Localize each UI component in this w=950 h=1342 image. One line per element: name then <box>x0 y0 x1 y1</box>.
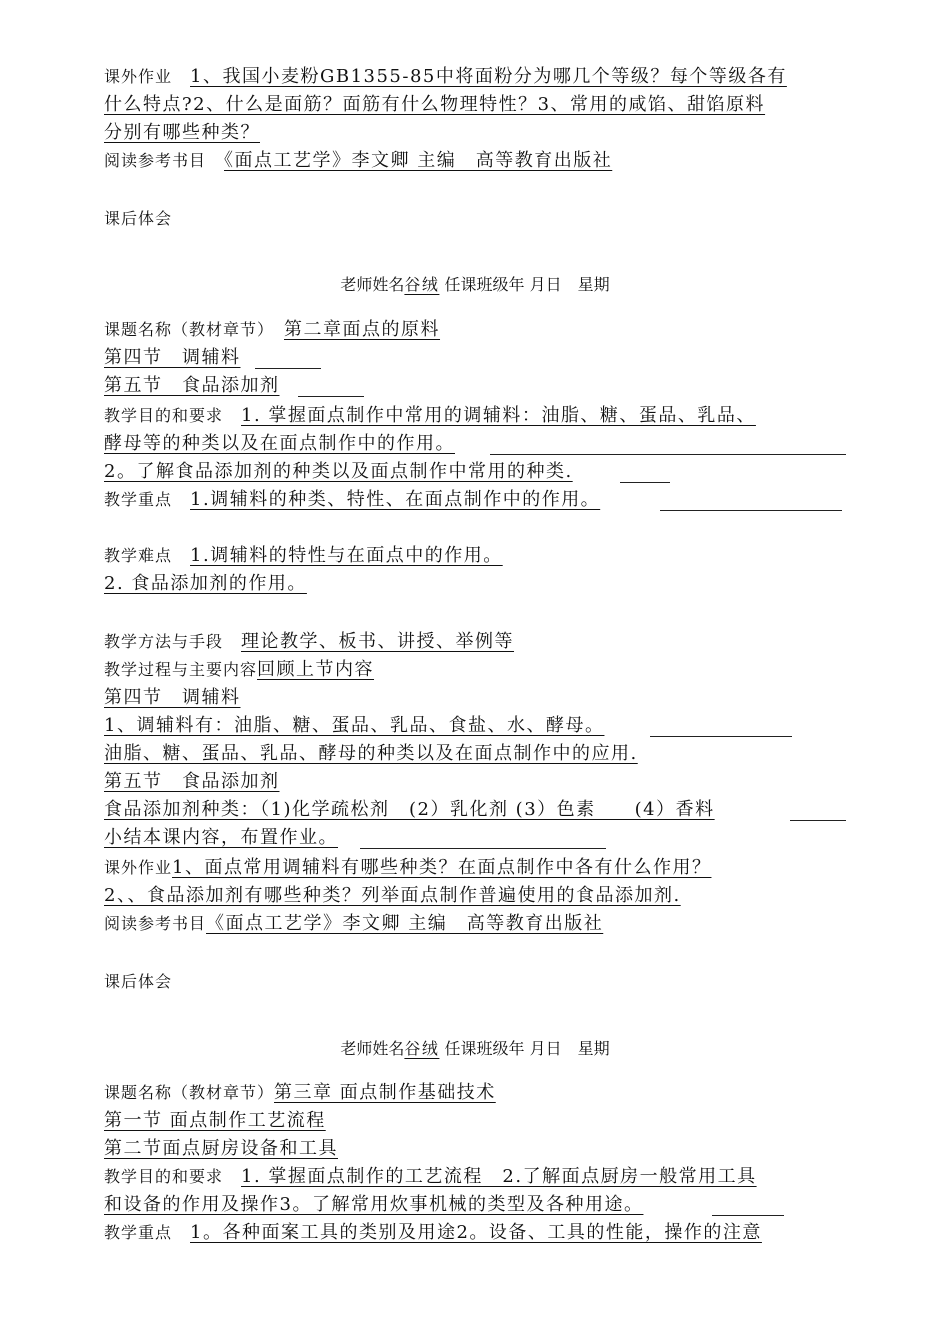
underline-fill <box>490 454 846 455</box>
section-title: 第二节面点厨房设备和工具 <box>104 1138 338 1159</box>
s2-goal-line3 <box>104 461 573 483</box>
difficulty-text: 1.调辅料的特性与在面点中的作用。 <box>190 545 503 566</box>
reflection-label: 课后体会 <box>104 972 173 991</box>
s3-goal-line2 <box>104 1194 643 1216</box>
key-label: 教学重点 <box>104 490 173 509</box>
s2-process-line1 <box>104 715 604 737</box>
goal-label: 教学目的和要求 <box>104 406 224 425</box>
reference-text: 《面点工艺学》李文卿 主编 高等教育出版社 <box>224 150 613 171</box>
s2-process-line2 <box>104 743 638 765</box>
s2-process <box>104 659 374 681</box>
key-text: 1。各种面案工具的类别及用途2。设备、工具的性能，操作的注意 <box>190 1222 762 1243</box>
underline-fill <box>650 736 792 737</box>
s3-topic <box>104 1082 496 1104</box>
reference-label: 阅读参考书目 <box>104 914 207 933</box>
underline-fill <box>255 368 321 369</box>
key-text: 1.调辅料的种类、特性、在面点制作中的作用。 <box>190 489 601 510</box>
homework-text: 分别有哪些种类？ <box>104 122 260 143</box>
s2-key <box>104 489 600 511</box>
reflection-label: 课后体会 <box>104 209 173 228</box>
s1-reflection <box>104 208 172 230</box>
s3-goal <box>104 1166 757 1188</box>
s1-homework-line3 <box>104 122 260 144</box>
s3-section2 <box>104 1138 338 1160</box>
difficulty-text: 2. 食品添加剂的作用。 <box>104 573 307 594</box>
homework-label: 课外作业 <box>104 67 173 86</box>
s2-difficulty-line2 <box>104 573 307 595</box>
s2-goal-line2 <box>104 433 455 455</box>
process-text: 油脂、糖、蛋品、乳品、酵母的种类以及在面点制作中的应用. <box>104 743 638 764</box>
teacher-name: 谷绒 <box>404 1039 440 1058</box>
homework-text: 1、我国小麦粉GB1355-85中将面粉分为哪几个等级？每个等级各有 <box>190 66 787 87</box>
process-text: 回顾上节内容 <box>257 659 375 680</box>
goal-text: 1. 掌握面点制作的工艺流程 2.了解面点厨房一般常用工具 <box>241 1166 757 1187</box>
s1-reference <box>104 150 612 172</box>
teacher-name: 谷绒 <box>404 275 440 294</box>
key-label: 教学重点 <box>104 1223 173 1242</box>
reference-label: 阅读参考书目 <box>104 151 207 170</box>
method-text: 理论教学、板书、讲授、举例等 <box>241 631 515 652</box>
s2-reference <box>104 913 603 935</box>
underline-fill <box>790 820 846 821</box>
topic-label: 课题名称（教材章节） <box>104 320 267 339</box>
topic-label: 课题名称（教材章节） <box>104 1083 275 1102</box>
process-text: 小结本课内容，布置作业。 <box>104 827 338 848</box>
s2-method <box>104 631 514 653</box>
class-info: 任课班级年 月日 星期 <box>444 275 610 294</box>
s3-section1 <box>104 1110 326 1132</box>
s3-key <box>104 1222 762 1244</box>
s2-process-line4 <box>104 827 338 849</box>
underline-fill <box>620 482 670 483</box>
reference-text: 《面点工艺学》李文卿 主编 高等教育出版社 <box>206 913 604 934</box>
section-title: 第五节 食品添加剂 <box>104 375 280 396</box>
difficulty-label: 教学难点 <box>104 546 173 565</box>
s2-difficulty <box>104 545 503 567</box>
s2-process-sec4 <box>104 687 241 709</box>
homework-label: 课外作业 <box>104 858 173 877</box>
process-text: 1、调辅料有：油脂、糖、蛋品、乳品、食盐、水、酵母。 <box>104 715 605 736</box>
goal-text: 2。了解食品添加剂的种类以及面点制作中常用的种类. <box>104 461 573 482</box>
homework-text: 1、面点常用调辅料有哪些种类？在面点制作中各有什么作用？ <box>172 857 712 878</box>
s2-homework <box>104 857 711 879</box>
s2-process-sec5 <box>104 771 280 793</box>
section-title: 第一节 面点制作工艺流程 <box>104 1110 326 1131</box>
class-info: 任课班级年 月日 星期 <box>444 1039 610 1058</box>
topic-title: 第二章面点的原料 <box>284 319 441 340</box>
homework-text: 什么特点?2、什么是面筋？面筋有什么物理特性？3、常用的咸馅、甜馅原料 <box>104 94 766 115</box>
section-title: 第五节 食品添加剂 <box>104 771 280 792</box>
goal-label: 教学目的和要求 <box>104 1167 224 1186</box>
s2-section5 <box>104 375 280 397</box>
homework-text: 2、、食品添加剂有哪些种类？列举面点制作普遍使用的食品添加剂. <box>104 885 681 906</box>
underline-fill <box>660 510 842 511</box>
s1-homework <box>104 66 787 88</box>
method-label: 教学方法与手段 <box>104 632 224 651</box>
process-label: 教学过程与主要内容 <box>104 660 258 679</box>
s2-header <box>0 274 950 296</box>
process-text: 食品添加剂种类：（1)化学疏松剂 (2）乳化剂 (3）色素 (4）香料 <box>104 799 715 820</box>
teacher-label: 老师姓名 <box>340 275 405 294</box>
s2-homework-line2 <box>104 885 681 907</box>
underline-fill <box>298 396 364 397</box>
section-title: 第四节 调辅料 <box>104 347 241 368</box>
s2-goal <box>104 405 756 427</box>
s2-section4 <box>104 347 241 369</box>
s3-header <box>0 1038 950 1060</box>
goal-text: 和设备的作用及操作3。了解常用炊事机械的类型及各种用途。 <box>104 1194 644 1215</box>
underline-fill <box>712 1215 784 1216</box>
teacher-label: 老师姓名 <box>340 1039 405 1058</box>
goal-text: 酵母等的种类以及在面点制作中的作用。 <box>104 433 455 454</box>
s1-homework-line2 <box>104 94 765 116</box>
topic-title: 第三章 面点制作基础技术 <box>274 1082 496 1103</box>
underline-fill <box>360 848 606 849</box>
goal-text: 1. 掌握面点制作中常用的调辅料：油脂、糖、蛋品、乳品、 <box>241 405 756 426</box>
section-title: 第四节 调辅料 <box>104 687 241 708</box>
s2-process-line3 <box>104 799 715 821</box>
s2-reflection <box>104 971 172 993</box>
s2-topic <box>104 319 440 341</box>
